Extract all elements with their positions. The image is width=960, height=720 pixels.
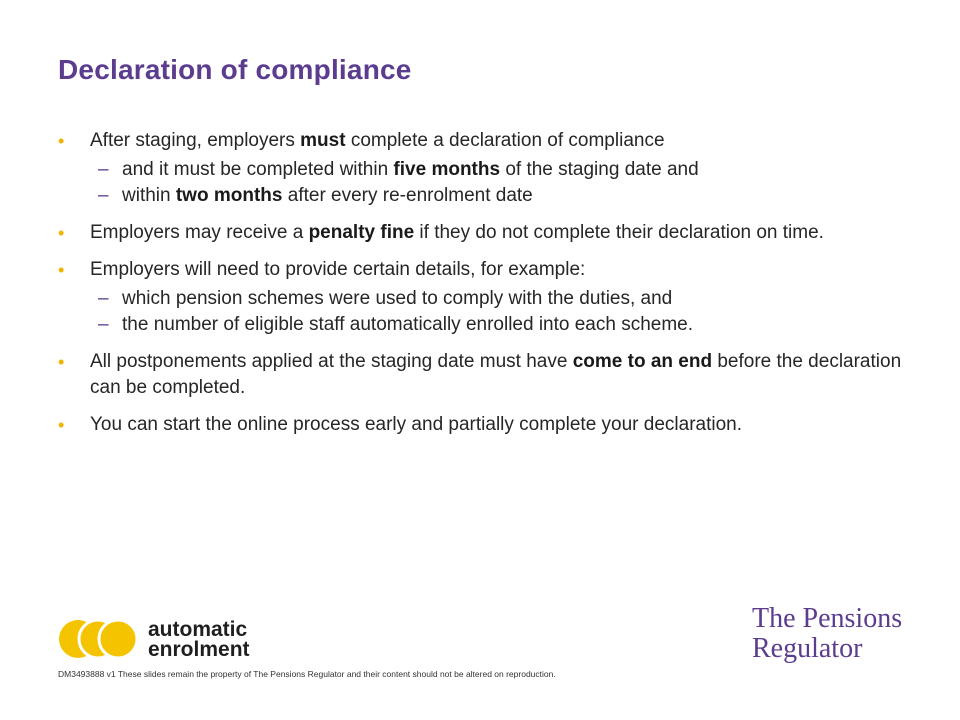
sub-item: – within two months after every re-enrolment date [58,183,928,209]
bullet-item: • After staging, employers must complete a declaration of compliance [58,128,928,154]
bullet-item: • Employers may receive a penalty fine if they do not complete their declaration on time. [58,220,928,246]
sub-list [58,286,928,338]
dash-icon: – [98,314,109,335]
bullet-item: • Employers will need to provide certain details, for example: [58,257,928,283]
sub-item: – the number of eligible staff automatically enrolled into each scheme. [58,312,928,338]
bullet-item: • You can start the online process early and partially complete your declaration. [58,412,928,438]
bullet-icon: • [58,223,65,243]
pensions-regulator-logo: The Pensions Regulator [752,603,903,664]
bullet-icon: • [58,131,65,151]
dash-icon: – [98,159,109,180]
footer-note: DM3493888 v1 These slides remain the property of The Pensions Regulator and their content should not be altered on reproduction. [58,669,556,679]
sub-item: – which pension schemes were used to comply with the duties, and [58,286,928,312]
automatic-enrolment-logo-text: automatic enrolment [148,618,250,661]
bullet-icon: • [58,352,65,372]
bullet-icon: • [58,260,65,280]
sub-list [58,157,928,209]
bullet-list [58,128,928,449]
bullet-item: • All postponements applied at the staging date must have come to an end before the declaration can be completed. [58,351,902,398]
slide-title: Declaration of compliance [58,54,412,85]
bullet-icon: • [58,415,65,435]
dash-icon: – [98,185,109,206]
dash-icon: – [98,288,109,309]
sub-item: – and it must be completed within five months of the staging date and [58,157,928,183]
